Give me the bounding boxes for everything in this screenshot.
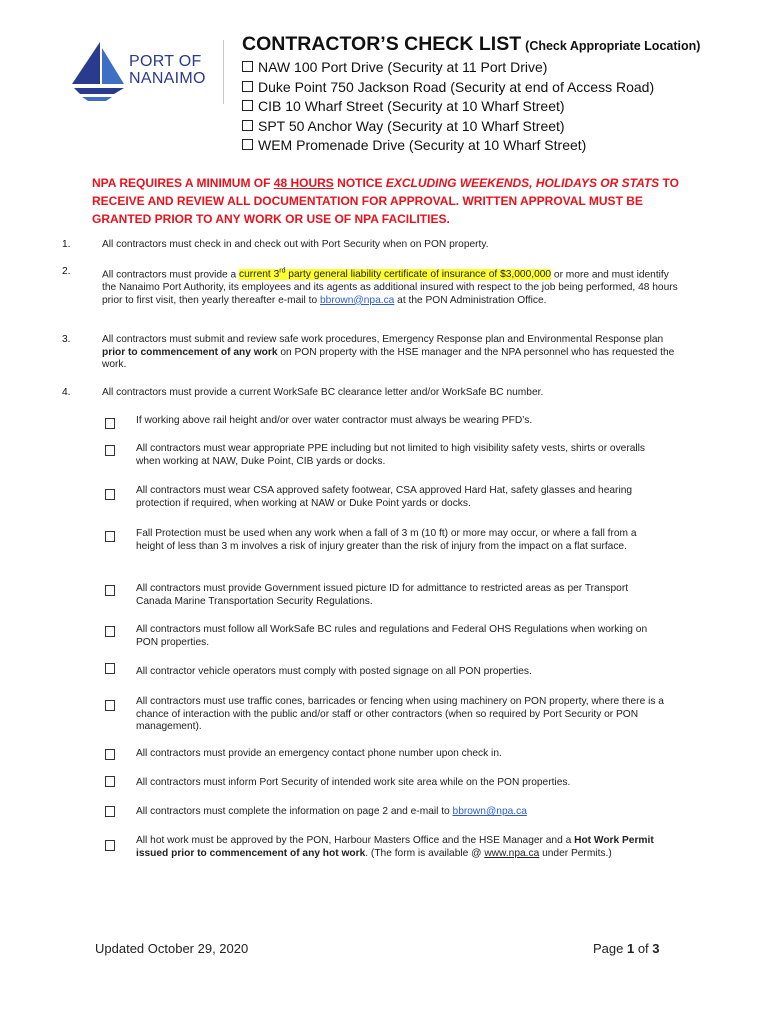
notice-text: NOTICE <box>333 176 386 190</box>
rule-3-text: All contractors must submit and review safe work procedures, Emergency Response plan and Environmental Response plan prior to commencement of any work on PON property with the HSE manager and the NPA personnel who has requested the work. <box>102 334 675 371</box>
logo-line-2: NANAIMO <box>129 70 206 87</box>
email-link[interactable]: bbrown@npa.ca <box>319 294 395 306</box>
checkbox-icon[interactable] <box>242 61 253 72</box>
rule-1-text: All contractors must check in and check out with Port Security when on PON property. <box>102 239 489 250</box>
location-label: CIB 10 Wharf Street (Security at 10 Wharf Street) <box>258 98 565 114</box>
checklist-item: All contractors must provide an emergency contact phone number upon check in. <box>136 748 502 759</box>
checkbox-icon[interactable] <box>105 489 115 500</box>
checkbox-icon[interactable] <box>105 626 115 637</box>
location-option[interactable] <box>242 78 654 98</box>
location-option[interactable] <box>242 117 654 137</box>
notice-hours: 48 HOURS <box>273 176 334 190</box>
checklist-item: All contractors must wear CSA approved safety footwear, CSA approved Hard Hat, safety glasses and hearing protection if required, when working at NAW or Duke Point yards or docks. <box>136 485 633 509</box>
notice-warning <box>92 174 692 228</box>
notice-text: NPA REQUIRES A MINIMUM OF <box>92 176 274 190</box>
checklist-item: Fall Protection must be used when any work when a fall of 3 m (10 ft) or more may occur, or where a fall from a height of less than 3 m involves a risk of injury greater than the risk of injury from the impact on a flat surface. <box>136 528 637 552</box>
rule-number: 3. <box>62 334 71 345</box>
location-label: SPT 50 Anchor Way (Security at 10 Wharf Street) <box>258 117 565 134</box>
checklist-item: All contractor vehicle operators must comply with posted signage on all PON properties. <box>136 666 532 677</box>
page-title <box>242 33 700 56</box>
location-label: Duke Point 750 Jackson Road (Security at end of Access Road) <box>258 78 655 95</box>
checkbox-icon[interactable] <box>105 776 115 787</box>
location-option[interactable] <box>242 97 654 117</box>
checkbox-icon[interactable] <box>105 749 115 760</box>
logo-sail-icon <box>70 40 126 102</box>
location-option[interactable] <box>242 136 654 156</box>
location-list <box>242 58 654 156</box>
checkbox-icon[interactable] <box>105 840 115 851</box>
checklist-item: All hot work must be approved by the PON, Harbour Masters Office and the HSE Manager and a Hot Work Permit issued prior to commencement of any hot work. (The form is available @ www.npa.ca under Permits.) <box>136 835 654 859</box>
location-label: WEM Promenade Drive (Security at 10 Wharf Street) <box>258 137 587 153</box>
rule-number: 2. <box>62 266 71 277</box>
checkbox-icon[interactable] <box>105 418 115 429</box>
notice-text: TO RECEIVE AND REVIEW ALL DOCUMENTATION FOR APPROVAL. WRITTEN APPROVAL MUST BE GRANTED PRIOR TO ANY WORK OR USE OF NPA FACILITIES. <box>92 176 679 226</box>
notice-exclusions: EXCLUDING WEEKENDS, HOLIDAYS OR STATS <box>385 176 660 190</box>
rule-2-text: All contractors must provide a current 3rd party general liability certificate of insurance of $3,000,000 or more and must identify the Nanaimo Port Authority, its employees and its agents as additional insured with respect to the job being performed, 48 hours prior to first visit, then yearly thereafter e-mail to bbrown@npa.ca at the PON Administration Office. <box>102 268 678 306</box>
rule-4-text: All contractors must provide a current WorkSafe BC clearance letter and/or WorkSafe BC number. <box>102 387 544 398</box>
checkbox-icon[interactable] <box>105 663 115 674</box>
footer-updated-date: Updated October 29, 2020 <box>95 941 249 956</box>
location-option[interactable] <box>242 58 654 78</box>
checkbox-icon[interactable] <box>105 806 115 817</box>
header-divider <box>223 40 224 104</box>
logo-line-1: PORT OF <box>129 53 202 70</box>
title-subtitle: (Check Appropriate Location) <box>525 39 701 53</box>
checkbox-icon[interactable] <box>105 531 115 542</box>
email-link[interactable]: bbrown@npa.ca <box>452 806 527 817</box>
location-label: NAW 100 Port Drive (Security at 11 Port Drive) <box>258 59 548 75</box>
title-text: CONTRACTOR’S CHECK LIST <box>242 33 522 55</box>
rule-number: 1. <box>62 239 71 250</box>
checkbox-icon[interactable] <box>242 100 253 111</box>
highlighted-requirement: current 3rd party general liability certificate of insurance of $3,000,000 <box>239 268 552 281</box>
checkbox-icon[interactable] <box>242 120 253 131</box>
checklist-item: If working above rail height and/or over water contractor must always be wearing PFD’s. <box>136 415 533 426</box>
checkbox-icon[interactable] <box>105 700 115 711</box>
checkbox-icon[interactable] <box>242 139 253 150</box>
page-number: Page 1 of 3 <box>593 941 660 956</box>
rule-number: 4. <box>62 387 71 398</box>
checklist-item: All contractors must wear appropriate PPE including but not limited to high visibility safety vests, shirts or overalls when working at NAW, Duke Point, CIB yards or docks. <box>136 443 646 467</box>
checklist-item: All contractors must follow all WorkSafe BC rules and regulations and Federal OHS Regulations when working on PON properties. <box>136 624 648 648</box>
checklist-item: All contractors must use traffic cones, barricades or fencing when using machinery on PON property, where there is a chance of interaction with the public and/or staff or other contractors (when so required by Port Security or PON management). <box>136 696 664 733</box>
port-of-nanaimo-logo <box>70 40 220 102</box>
checkbox-icon[interactable] <box>242 81 253 92</box>
checklist-item: All contractors must provide Government issued picture ID for admittance to restricted areas as per Transport Canada Marine Transportation Security Regulations. <box>136 583 629 607</box>
checkbox-icon[interactable] <box>105 445 115 456</box>
website-link[interactable]: www.npa.ca <box>484 847 540 859</box>
checkbox-icon[interactable] <box>105 585 115 596</box>
checklist-item: All contractors must complete the information on page 2 and e-mail to bbrown@npa.ca <box>136 806 527 817</box>
checklist-item: All contractors must inform Port Security of intended work site area while on the PON properties. <box>136 777 571 788</box>
